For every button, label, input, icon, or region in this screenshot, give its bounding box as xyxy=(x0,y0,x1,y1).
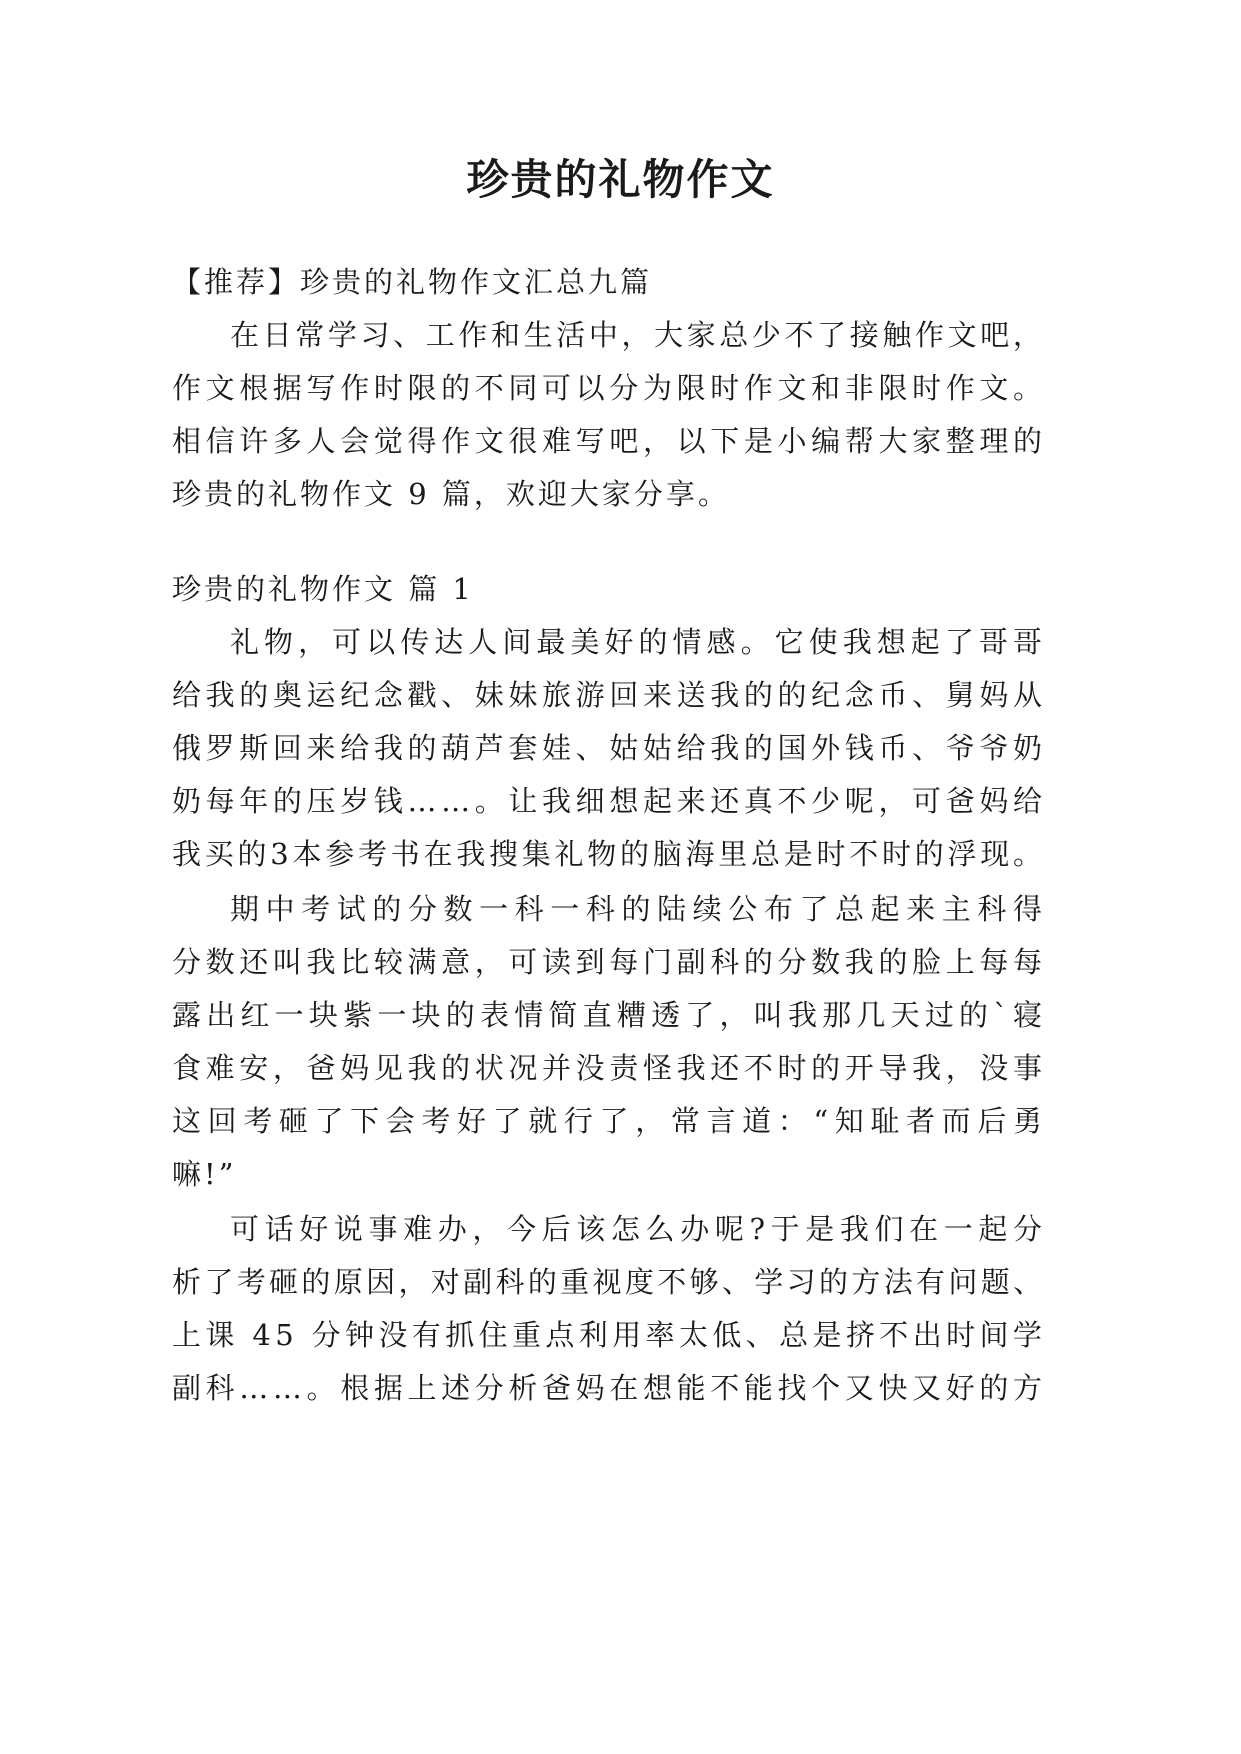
text-line: 上课 45 分钟没有抓住重点利用率太低、总是挤不出时间学 xyxy=(172,1318,1047,1352)
text-line: 珍贵的礼物作文 篇 1 xyxy=(172,572,474,606)
text-line: 嘛!” xyxy=(172,1157,237,1191)
text-line: 露出红一块紫一块的表情简直糟透了，叫我那几天过的`寝 xyxy=(172,998,1048,1032)
text-line: 我买的3本参考书在我搜集礼物的脑海里总是时不时的浮现。 xyxy=(172,837,1046,871)
text-line: 礼物，可以传达人间最美好的情感。它使我想起了哥哥 xyxy=(230,625,1047,659)
text-line: 这回考砸了下会考好了就行了，常言道：“知耻者而后勇 xyxy=(172,1104,1049,1138)
text-line: 在日常学习、工作和生活中，大家总少不了接触作文吧， xyxy=(230,318,1046,352)
text-line: 食难安，爸妈见我的状况并没责怪我还不时的开导我，没事 xyxy=(172,1051,1047,1085)
text-line: 奶每年的压岁钱……。让我细想起来还真不少呢，可爸妈给 xyxy=(172,784,1047,818)
text-line: 分数还叫我比较满意，可读到每门副科的分数我的脸上每每 xyxy=(172,945,1047,979)
text-line: 【推荐】珍贵的礼物作文汇总九篇 xyxy=(172,265,653,299)
text-line: 相信许多人会觉得作文很难写吧，以下是小编帮大家整理的 xyxy=(172,424,1047,458)
text-line: 珍贵的礼物作文 9 篇，欢迎大家分享。 xyxy=(172,477,730,511)
text-line: 期中考试的分数一科一科的陆续公布了总起来主科得 xyxy=(230,892,1049,926)
text-line: 作文根据写作时限的不同可以分为限时作文和非限时作文。 xyxy=(172,371,1047,405)
text-line: 副科……。根据上述分析爸妈在想能不能找个又快又好的方 xyxy=(172,1371,1047,1405)
text-line: 给我的奥运纪念戳、妹妹旅游回来送我的的纪念币、舅妈从 xyxy=(172,678,1047,712)
text-line: 俄罗斯回来给我的葫芦套娃、姑姑给我的国外钱币、爷爷奶 xyxy=(172,731,1047,765)
text-line: 析了考砸的原因，对副科的重视度不够、学习的方法有问题、 xyxy=(172,1265,1046,1299)
text-line: 可话好说事难办，今后该怎么办呢?于是我们在一起分 xyxy=(230,1212,1048,1246)
document-title: 珍贵的礼物作文 xyxy=(466,155,775,204)
